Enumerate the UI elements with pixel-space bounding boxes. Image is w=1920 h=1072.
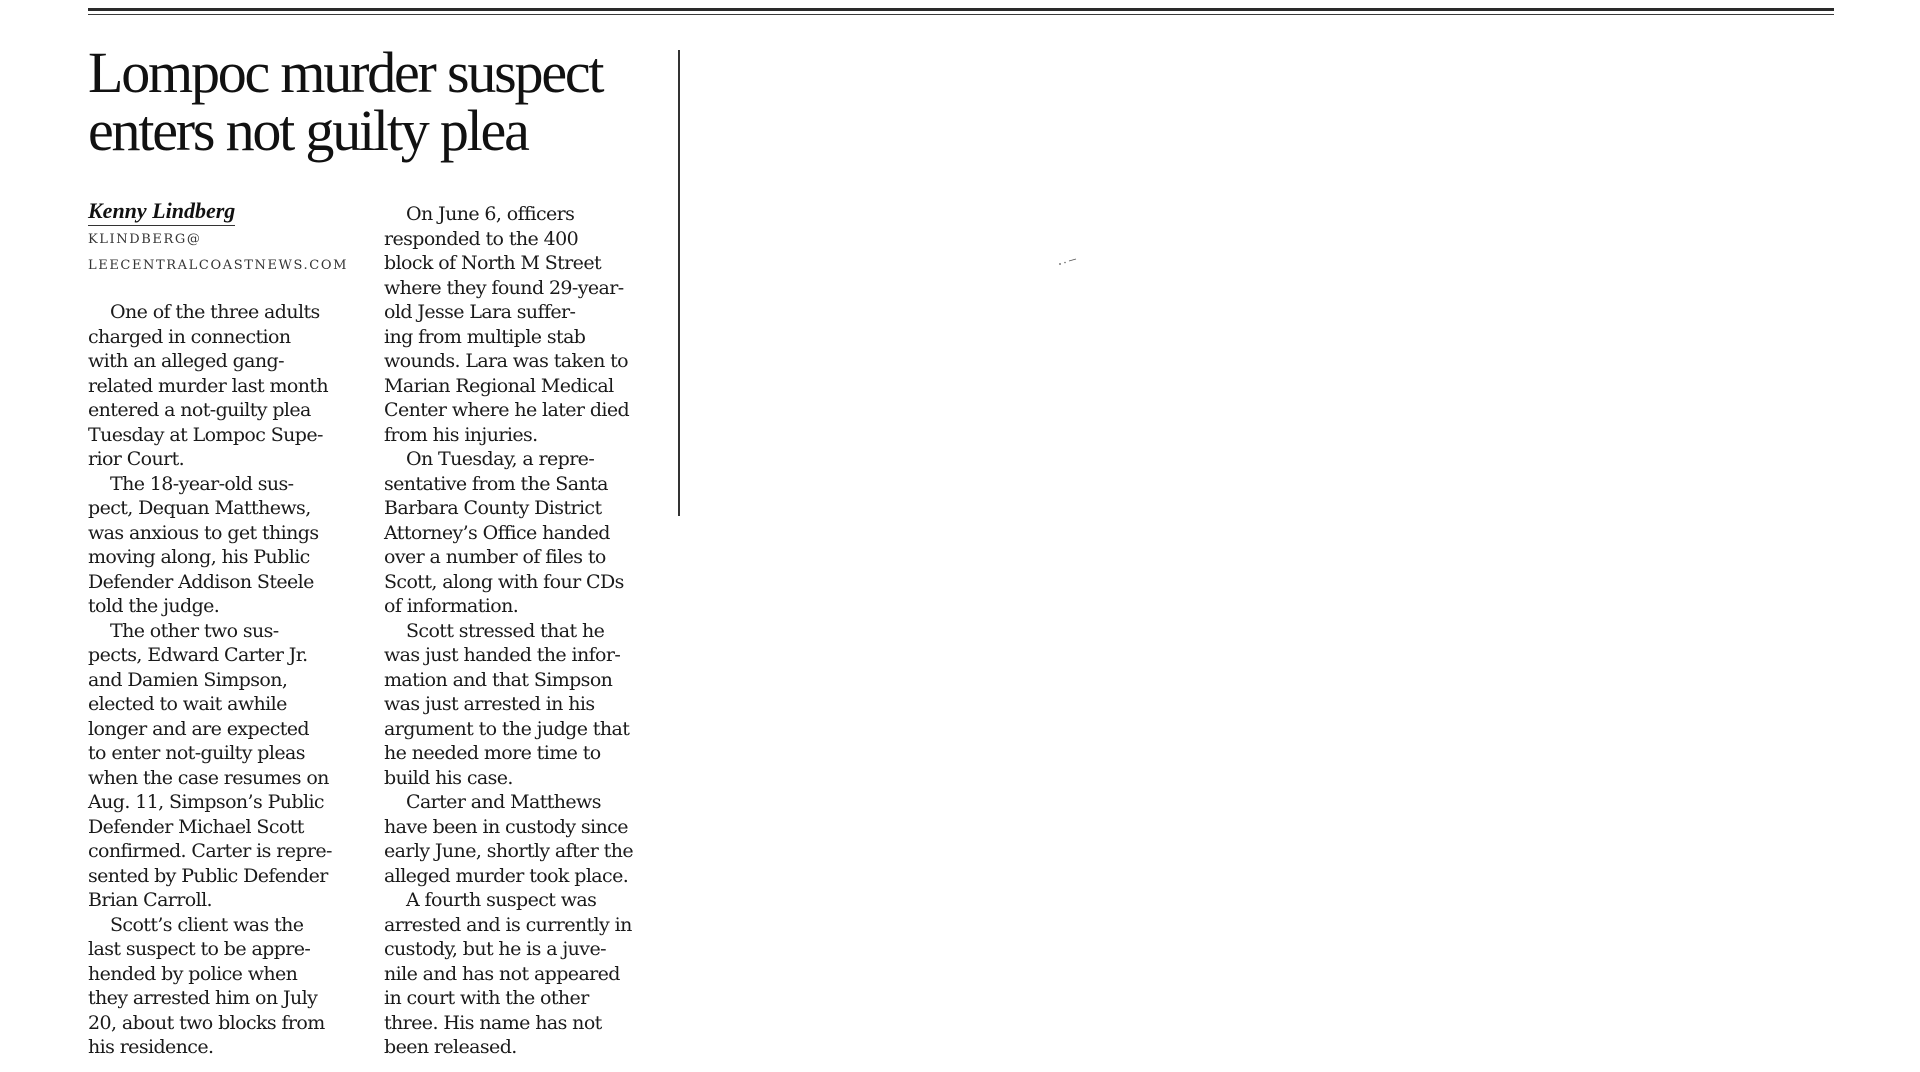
paragraph: A fourth suspect was arrested and is currently in custody, but he is a juve- nile and has not appeared in court with the other three. His name has not been released. — [384, 889, 632, 1058]
article-headline: Lompoc murder suspect enters not guilty plea — [88, 40, 603, 163]
article-column-2 — [384, 202, 664, 1060]
byline-email-line-1: KLINDBERG@ — [88, 232, 202, 247]
paragraph: On June 6, officers responded to the 400 block of North M Street where they found 29-year- old Jesse Lara suffer- ing from multiple stab wounds. Lara was taken to Marian Regional Medical Center where he later died from his injuries. — [384, 203, 630, 446]
byline-author: Kenny Lindberg — [88, 198, 235, 226]
print-speck — [1058, 258, 1078, 266]
paragraph: Carter and Matthews have been in custody since early June, shortly after the alleged murder took place. — [384, 791, 633, 887]
top-rule-thick — [88, 8, 1834, 11]
paragraph: The other two sus- pects, Edward Carter Jr. and Damien Simpson, elected to wait awhile longer and are expected to enter not-guilty pleas when the case resumes on Aug. 11, Simpson’s Public Defender Michael Scott confirmed. Carter is repre- sented by Public Defender Brian Carroll. — [88, 619, 332, 911]
paragraph: One of the three adults charged in connection with an alleged gang- related murder last month entered a not-guilty plea Tuesday at Lompoc Supe- rior Court. — [88, 301, 329, 470]
column-divider — [678, 50, 680, 516]
paragraph: Scott’s client was the last suspect to be appre- hended by police when they arrested him on July 20, about two blocks from his residence. — [88, 913, 325, 1058]
paragraph: The 18-year-old sus- pect, Dequan Matthews, was anxious to get things moving along, his Public Defender Addison Steele told the judge. — [88, 472, 319, 617]
paragraph: Scott stressed that he was just handed the infor- mation and that Simpson was just arrested in his argument to the judge that he needed more time to build his case. — [384, 619, 630, 789]
paragraph: On Tuesday, a repre- sentative from the Santa Barbara County District Attorney’s Office handed over a number of files to Scott, along with four CDs of information. — [384, 448, 624, 617]
article-column-1 — [88, 300, 368, 1060]
top-rule-thin — [88, 14, 1834, 15]
byline-email-line-2: LEECENTRALCOASTNEWS.COM — [88, 258, 348, 273]
byline — [88, 198, 368, 278]
